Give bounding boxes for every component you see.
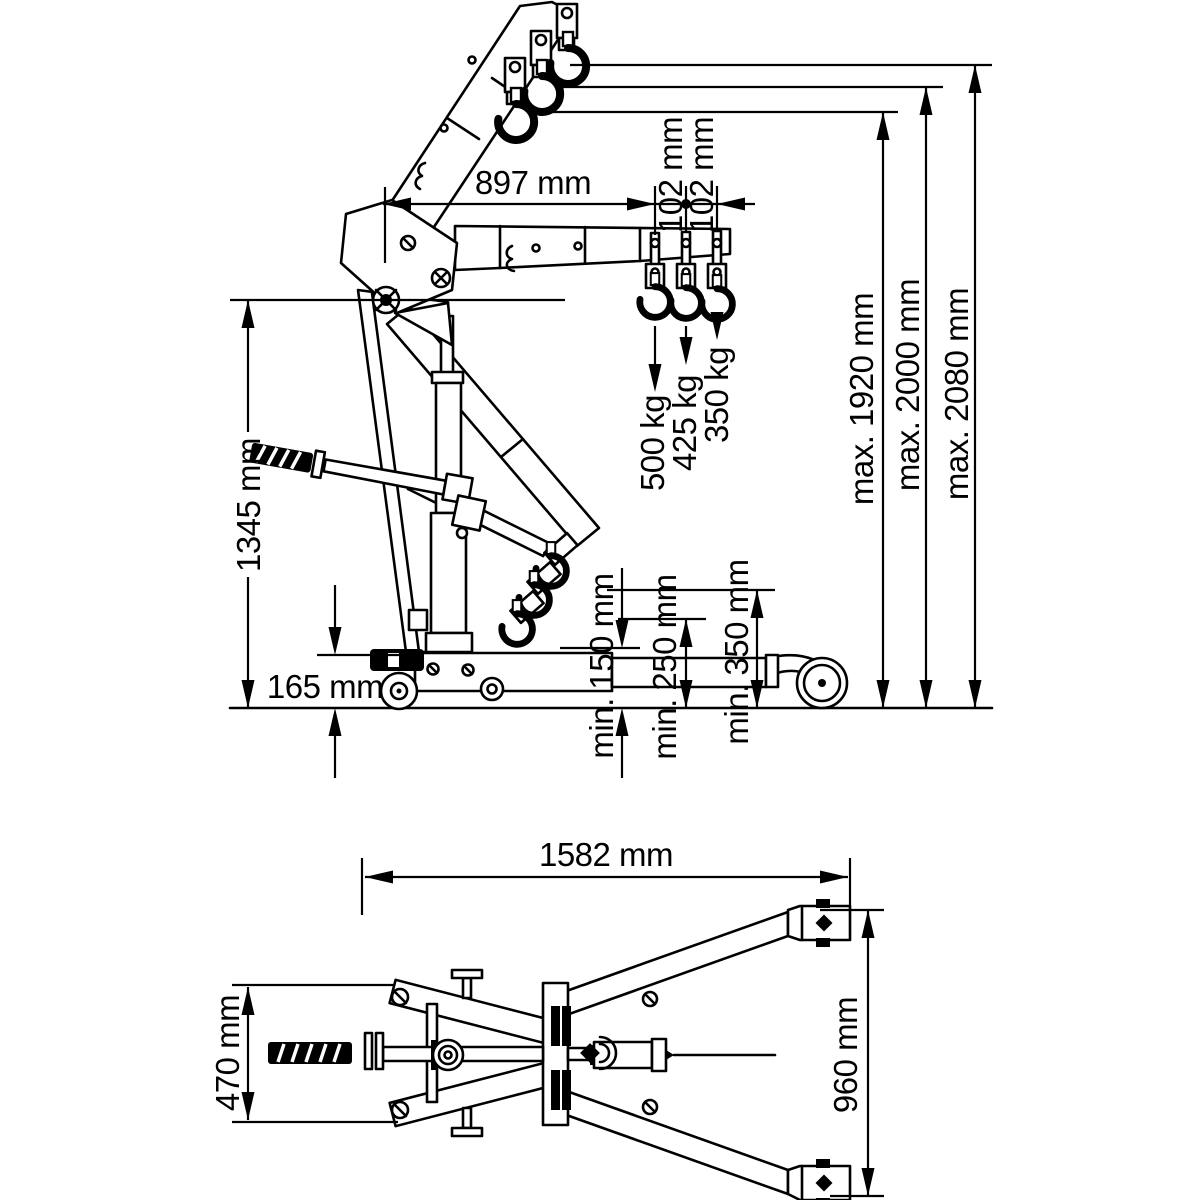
dim-max-2080-label: max. 2080 mm — [938, 287, 975, 501]
top-view-leg-right — [558, 912, 788, 1018]
top-view-front-caster-left — [788, 1159, 850, 1200]
dim-min-150-label: min. 150 mm — [583, 573, 620, 759]
horizontal-boom — [455, 226, 732, 319]
dim-leg-span — [820, 910, 884, 1196]
load-425kg-label: 425 kg — [666, 374, 703, 472]
top-view-leg-left — [558, 1088, 788, 1194]
top-view-front-caster-right — [788, 899, 850, 947]
dim-hook-spacing-2-label: 102 mm — [683, 116, 720, 234]
front-caster — [766, 655, 847, 708]
dim-max-1920-label: max. 1920 mm — [843, 292, 880, 506]
dim-reach-label: 897 mm — [474, 164, 592, 201]
crane-top-view-drawing — [268, 899, 850, 1200]
leg-lock-screw-bottom — [452, 1108, 482, 1136]
dim-chassis-width-label: 470 mm — [209, 994, 246, 1112]
load-350kg-label: 350 kg — [698, 346, 735, 444]
side-view-dimensions — [230, 65, 992, 778]
dim-hook-spacing-1-label: 102 mm — [652, 116, 689, 234]
dim-min-350-label: min. 350 mm — [718, 559, 755, 745]
load-capacities — [634, 312, 735, 491]
dim-max-2000-label: max. 2000 mm — [889, 278, 926, 492]
dim-overall-length-label: 1582 mm — [538, 836, 674, 873]
leg-lock-screw-top — [452, 970, 482, 998]
dim-min-250-label: min. 250 mm — [646, 574, 683, 760]
dim-overall-length — [362, 836, 850, 915]
dim-chassis-height-label: 165 mm — [266, 668, 384, 705]
dim-leg-span-label: 960 mm — [827, 996, 864, 1114]
top-view-handle — [268, 1033, 543, 1070]
dim-min-heights — [560, 559, 775, 778]
dim-pivot-height-label: 1345 mm — [230, 437, 267, 573]
load-500kg-label: 500 kg — [634, 394, 671, 492]
